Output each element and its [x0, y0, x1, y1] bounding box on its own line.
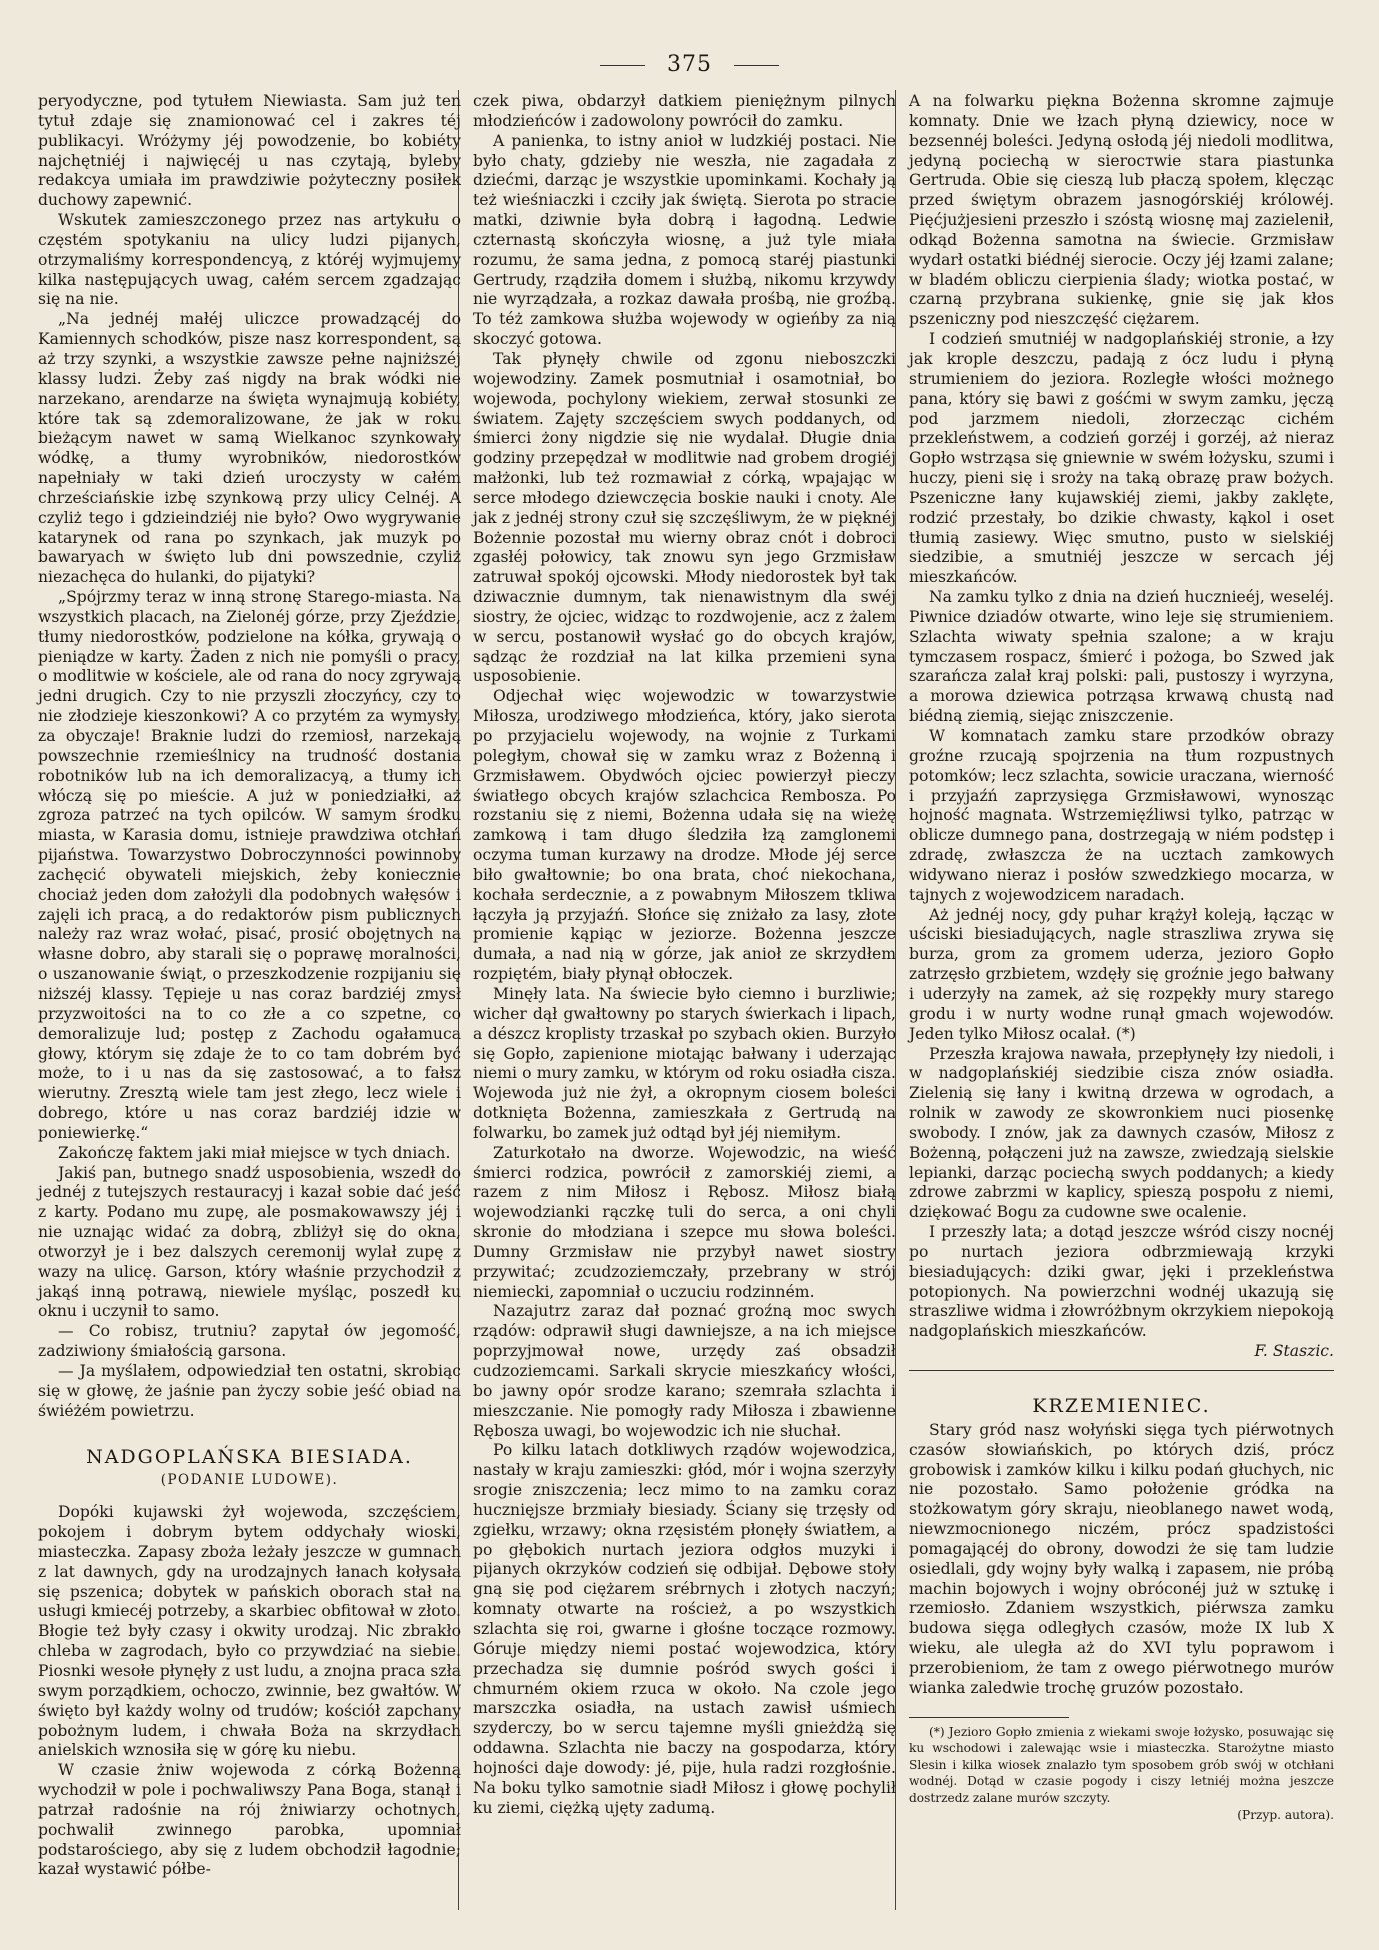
- paragraph: „Na jednéj małéj uliczce prowadzącéj do Kamiennych schodków, pisze nasz korrespondent, są aż trzy szynki, a wszystkie zawsze pełne najniższéj klassy ludzi. Żeby zaś nigdy na brak wódki nie narzekano, arendarze na święta wynajmują kobiéty, które tak są zdemoralizowane, że jak w roku bieżącym nawet w samą Wielkanoc szynkowały wódkę, a tłumy wyrobników, niedorostków napełniały w taki dzień uroczysty w całém chrześciańskie izbę szynkową przy ulicy Celnéj. A czyliż tego i gdzieindziéj nie było? Owo wygrywanie katarynek od rana po szynkach, jak muzyk po bawaryach w święto lub dni powszednie, czyliż niezachęca do hulanki, do pijatyki?: [38, 310, 461, 587]
- paragraph: Zakończę faktem jaki miał miejsce w tych dniach.: [58, 1143, 451, 1162]
- paragraph: — Co robisz, trutniu? zapytał ów jegomość, zadziwiony śmiałością garsona.: [38, 1322, 461, 1361]
- paragraph: peryodyczne, pod tytułem Niewiasta. Sam już ten tytuł zdaje się znamionować cel i zakres téj publikacyi. Wróżymy jéj powodzenie, bo kobiéty najchętniéj i najwięcéj u nas czytają, byleby redakcya umiała im prawdziwie pożyteczny posiłek duchowy zapewnić.: [38, 92, 461, 210]
- article-title-nadgoplanska: NADGOPLAŃSKA BIESIADA.: [86, 1445, 413, 1468]
- article-title-krzemieniec: KRZEMIENIEC.: [1032, 1395, 1211, 1417]
- paragraph: A na folwarku piękna Bożenna skromne zajmuje komnaty. Dnie we łzach płyną dziewicy, noce w bezsennéj boleści. Jedyną osłodą jéj niedoli modlitwa, jedyną pociechą w sierocтwie stara piastunka Gertruda. Obie się cieszą lub płaczą społem, klęcząc przed świętym obrazem jasnogórskiéj królowéj. Pięćjużjesieni przeszło i szóstą wiosnę maj zazielenił, odkąd Bożenna samotna na świecie. Grzmisław wydarł ostatki biédnéj sierocie. Oczy jéj łzami zalane; w bladém obliczu cierpienia ślady; wiotka postać, w czarną przybrana sukienkę, gnie się jak kłos pszeniczny pod nieszczęść ciężarem.: [909, 92, 1334, 329]
- paragraph: Minęły lata. Na świecie było ciemno i burzliwie; wicher dął gwałtowny po starych świerkach i lipach, a dészcz kroplisty trzaskał po szybach okien. Burzyło się Gopło, zapienione miotając bałwany i uderzając niemi o mury zamku, w którym od roku osiadła cisza. Wojewoda już nie żył, a okropnym ciosem boleści dotknięta Bożenna, zamieszkała z Gertrudą na folwarku, bo zamek już odtąd był jéj niemiłym.: [473, 984, 896, 1142]
- paragraph: Wskutek zamieszczonego przez nas artykułu o częstém spotykaniu na ulicy ludzi pijanych, otrzymaliśmy korrespondencyą, z któréj wyjmujemy kilka następujących uwag, całém sercem zgadzając się na nie.: [38, 211, 461, 309]
- paragraph: Przeszła krajowa nawała, przepłynęły łzy niedoli, i w nadgoplańskiéj siedzibie cisza znów osiadła. Zielenią się łany i kwitną drzewa w ogrodach, a rolnik w zawody ze skowronkiem nuci piosenkę swobody. I znów, jak za dawnych czasów, Miłosz z Bożenną, połączeni już na zawsze, zwiedzają sielskie lepianki, darząc pociechą swych poddanych; a kiedy zdrowe zabrzmi w kaplicy, spieszą pospołu z niemi, dziękować Bogu za cudowne swe ocalenie.: [909, 1044, 1334, 1222]
- page-number-text: 375: [667, 52, 712, 77]
- footnote-author: (Przyp. autora).: [1237, 1807, 1334, 1822]
- article-divider: [909, 1370, 1334, 1371]
- paragraph: Aż jednéj nocy, gdy puhar krążył koleją, łącząc w uściski biesiadujących, nagle straszliwa zrywa się burza, grom za gromem uderza, jezioro Gopło zatrzęsło grzbietem, wzdęły się groźnie jego bałwany i uderzyły na zamek, aż się rozpękły mury starego grodu i w nurty wodne runął gmach wojewodów. Jeden tylko Miłosz ocalał. (*): [909, 905, 1334, 1043]
- column-1: [38, 92, 461, 1880]
- column-3: [909, 92, 1334, 1823]
- paragraph: Stary gród nasz wołyński sięga tych piérwotnych czasów słowiańskich, po których dziś, prócz grobowisk i zamków kilku i kilku podań głuchych, nic nie pozostało. Samo położenie gródka na stożkowatym góry skraju, nieoblanego nawet wodą, niewzmocnionego niczém, prócz spadzistości pomagającéj do obrony, dowodzi że się tam ludzie osiedlali, gdy wojny były walką i zapasem, nie próbą machin bojowych i wojny obróconéj już w sztukę i rzemiosło. Zdaniem wszystkich, piérwsza zamku budowa sięga odległych czasów, może IX lub X wieku, ale uległa aż do XVI tylu poprawom i przerobieniom, że tam z owego piérwotnego murów wianka zaledwie trochę gruzów pozostało.: [909, 1420, 1334, 1697]
- paragraph: — Ja myślałem, odpowiedział ten ostatni, skrobiąc się w głowę, że jaśnie pan życzy sobie jeść obiad na świéżém powietrzu.: [38, 1362, 461, 1420]
- page-number-dash-right: [734, 65, 779, 66]
- page-number-dash-left: [600, 65, 645, 66]
- paragraph: W komnatach zamku stare przodków obrazy groźne rzucają spojrzenia na tłum rozpustnych potomków; lecz szlachta, sowicie uraczana, wierność i przyjaźń zaprzysięga Grzmisławowi, wynosząc hojność magnata. Wstrzemięźliwsi tylko, patrząc w oblicze dumnego pana, dostrzegają w niém podstęp i zdradę, zwłaszcza że na ucztach zamkowych widywano nieraz i posłów szwedzkiego mocarza, w tajnych z wojewodzicem naradach.: [909, 727, 1334, 904]
- paragraph: Zaturkotało na dworze. Wojewodzic, na wieść śmierci rodzica, powrócił z zamorskiéj ziemi, a razem z nim Miłosz i Rębosz. Miłosz białą wojewodzianki rączkę tuli do serca, a oni chyli skronie do młodziana i szepce mu słowa boleści. Dumny Grzmisław nie przybył nawet siostry przywitać; zcudzoziemczały, przebrany w strój niemiecki, zapomniał o uczuciu rodzinném.: [473, 1143, 896, 1301]
- author-signature: F. Staszic.: [1254, 1342, 1334, 1361]
- paragraph: W czasie żniw wojewoda z córką Bożenną wychodził w pole i pochwaliwszy Pana Boga, stanął i patrzał radośnie na rój żniwiarzy ochotnych, pochwalił zwinnego parobka, upomniał podstarościego, aby się z ludem obchodził łagodnie; kazał wystawić półbe-: [38, 1761, 461, 1879]
- paragraph: Jakiś pan, butnego snadź usposobienia, wszedł do jednéj z tutejszych restauracyj i kazał sobie dać jeść z karty. Podano mu zupę, ale posmakowawszy jéj i nie uznając widać za dobrą, zbliżył się do okna, otworzył je i bez dalszych ceremonij wylał zupę z wazy na ulicę. Garson, który właśnie przychodził z jakąś inną potrawą, niewiele myśląc, poszedł ku oknu i uczynił to samo.: [38, 1163, 461, 1321]
- paragraph: I przeszły lata; a dotąd jeszcze wśród ciszy nocnéj po nurtach jeziora odbrzmiewają krzyki biesiadujących: dziki gwar, jęki i przekleństwa potopionych. Na powierzchni wodnéj ukazują się straszliwe widma i złowróżbnym okrzykiem niepokoją nadgoplańskich mieszkańców.: [909, 1223, 1335, 1341]
- footnote-rule: [909, 1717, 1069, 1718]
- paragraph: Nazajutrz zaraz dał poznać groźną moc swych rządów: odprawił sługi dawniejsze, a na ich miejsce poprzyjmował nowe, urzędy zaś obsadził cudzoziemcami. Sarkali skrycie mieszkańcy włości, bo jawny opór srodze karano; szemrała szlachta i mieszczanie. Nie pomogły rady Miłosza i zbawienne Rębosza uwagi, bo wojewodzic ich nie słuchał.: [473, 1302, 896, 1440]
- paragraph: czek piwa, obdarzył datkiem pieniężnym pilnych młodzieńców i zadowolony powrócił do zamku.: [473, 92, 896, 130]
- column-2: [473, 92, 896, 1818]
- paragraph: Po kilku latach dotkliwych rządów wojewodzica, nastały w kraju zamieszki: głód, mór i wojna szerzyły srogie zniszczenia; lecz mimo to na zamku coraz hucznięjsze brzmiały biesiady. Ściany się trzęsły od zgiełku, wrzawy; okna rzęsistém płonęły światłem, a po głębokich nurtach jeziora odgłos muzyki i pijanych okrzyków codzień się odbijał. Dębowe stoły gną się pod ciężarem srébrnych i złotych naczyń; komnaty otwarte na roścież, a po wszystkich szlachta się roi, gwarne i głośne toczące rozmowy. Góruje między niemi postać wojewodzica, który przechadza się dumnie pośród swych gości i chmurném okiem rzuca w około. Na czole jego marszczka osiadła, na ustach zawisł uśmiech szyderczy, bo w sercu tajemne myśli gnieżdżą się oddawna. Szlachta nie baczy na gospodarza, który hojności daje dowody: jé, pije, hula radzi rozgłośnie. Na boku tylko samotnie siadł Miłosz i głowę pochylił ku ziemi, ciężką ujęty zadumą.: [473, 1441, 896, 1817]
- page-number: [0, 52, 1379, 77]
- paragraph: A panienka, to istny anioł w ludzkiéj postaci. Nie było chaty, gdzieby nie weszła, nie zagadała z dziećmi, darząc je wszystkie upominkami. Kochały ją też wieśniaczki i czciły jak świętą. Sierota po stracie matki, dziwnie była dobrą i łagodną. Ledwie czternastą skończyła wiosnę, a już tyle miała rozumu, że sama jedna, z pomocą staréj piastunki Gertrudy, rządziła domem i służbą, nikomu krzywdy nie wyrządzała, a rozkaz dawała prośbą, nie groźbą. To téż zamkowa służba wojewody w ogieńby za nią skoczyć gotowa.: [473, 131, 896, 349]
- paragraph: Tak płynęły chwile od zgonu nieboszczki wojewodziny. Zamek posmutniał i osamotniał, bo wojewoda, pochylony wiekiem, zerwał stosunki ze światem. Zajęty szczęściem swych poddanych, od śmierci żony nigdzie się nie wydalał. Długie dnia godziny przepędzał w modlitwie nad grobem drogiéj małżonki, lub też rozmawiał z córką, wpajając w serce młodego dziewczęcia boskie nauki i cnoty. Ale jak z jednéj strony czuł się szczęśliwym, że w pięknéj Bożennie pozostał mu wierny obraz cnót i dobroci zgasłéj połowicy, tak znowu syn jego Grzmisław zatruwał spokój ojcowski. Młody niedorostek był tak dziwacznie dumnym, tak nienawistnym dla swéj siostry, że ojciec, widząc to rozdwojenie, acz z żalem w sercu, postanowił wysłać go do obcych krajów, sądząc że rozdział na lat kilka przemieni syna usposobienie.: [473, 349, 896, 686]
- paragraph: Dopóki kujawski żył wojewoda, szczęściem, pokojem i dobrym bytem oddychały wioski, miasteczka. Zapasy zboża leżały jeszcze w gumnach z lat dawnych, gdy na urodzajnych łanach kołysała się pszenica; dobytek w pańskich oborach stał na usługi kmiecéj potrzeby, a skarbiec obfitował w złoto. Błogie też były czasy i okwity urodzaj. Nic zbrakło chleba w zagrodach, było co przywdziać na siebie. Piosnki wesołe płynęły z ust ludu, a znojna praca szła swym porządkiem, ochoczo, zwinnie, bez gwałtów. W święto był każdy wolny od trudów; kościół zapchany pobożnym ludem, i chwała Boża na skrzydłach anielskich wznosiła się w górę ku niebu.: [38, 1503, 461, 1760]
- paragraph: Na zamku tylko z dnia na dzień hucznieéj, weseléj. Piwnice dziadów otwarte, wino leje się strumieniem. Szlachta wiwaty spełnia szalone; a w kraju tymczasem rospacz, śmierć i pożoga, bo Szwed jak szarańcza zalał kraj polski: pali, pustoszy i wyrzyna, a morowa dziewica potrząsa krwawą chustą nad biédną ziemią, siejąc zniszczenie.: [909, 588, 1334, 726]
- footnote: (*) Jezioro Gopło zmienia z wiekami swoje łożysko, posuwając się ku wschodowi i zalewając wsie i miasteczka. Starożytne miasto Slesin i kilka wiosek znalazło tym sposobem grób swój w otchłani wodnéj. Dotąd w czasie pogody i ciszy letniéj można jeszcze dostrzedz zalane murów szczyty.: [909, 1724, 1334, 1806]
- article-subtitle: (PODANIE LUDOWE).: [160, 1472, 339, 1489]
- paragraph: „Spójrzmy teraz w inną stronę Starego-miasta. Na wszystkich placach, na Zielonéj górze, przy Zjeździe, tłumy niedorostków, podzielone na kółka, grywają o pieniądze w karty. Żaden z nich nie pomyśli o pracy, o modlitwie w kościele, ale od rana do nocy zgrywają jedni drugich. Czy to nie przyszli złoczyńcy, czy to nie złodzieje kieszonkowi? A co przytém za wymysły, za obyczaje! Braknie ludzi do rzemiosł, narzekają powszechnie rzemieślnicy na trudność dostania robotników lub na ich demoralizacyą, a tłumy ich włóczą się po mieście. A już w poniedziałki, aż zgroza patrzeć na tych opilców. W samym środku miasta, w Karasia domu, istnieje prawdziwa otchłań pijaństwa. Towarzystwo Dobroczynności powinnoby zachęcić obywateli miejskich, żeby koniecznie chociaż jeden dom założyli dla podobnych wałęsów i zajęli ich pracą, a do redaktorów pism publicznych należy raz wraz wołać, pisać, prosić obojętnych na własne dobro, aby starali się o poprawę moralności, o uszanowanie świąt, o przeszkodzenie rozpijaniu się niższéj klassy. Tępieje u nas coraz bardziéj zmysł przyzwoitości na to co złe a co szpetne, co demoralizuje lud; postęp z Zachodu ogałamuca głowy, którym się zdaje że to co tam dobrém być może, to i u nas da się zastosować, a to fałsz wierutny. Zresztą wiele tam jest złego, lecz wiele i dobrego, które u nas coraz bardziéj idzie w poniewierkę.“: [38, 588, 461, 1142]
- paragraph: Odjechał więc wojewodzic w towarzystwie Miłosza, urodziwego młodzieńca, który, jako sierota po przyjacielu wojewody, na wojnie z Turkami poległym, chował się w zamku wraz z Bożenną i Grzmisławem. Obydwóch ojciec powierzył pieczy światłego obcych krajów szlachcica Rembosza. Po rozstaniu się z niemi, Bożenna udała się na wieżę zamkową i tam długo śledziła łzą zamglonemi oczyma tuman kurzawy na drodze. Młode jéj serce biło gwałtownie; bo ona brata, choć niekochana, kochała serdecznie, a z powabnym Miłoszem tkliwa łączyła ją przyjaźń. Słońce się zniżało za lasy, złote promienie kąpiąc w jeziorze. Bożenna jeszcze dumała, a nad nią w górze, jak anioł ze skrzydłem rozpiętém, biały płynął obłoczek.: [473, 687, 896, 984]
- paragraph: I codzień smutniéj w nadgoplańskiéj stronie, a łzy jak krople deszczu, padają z ócz ludu i płyną strumieniem do jeziora. Rozległe włości możnego pana, który się bawi z gośćmi w swym zamku, jęczą pod jarzmem niedoli, złorzecząc cichém przekleństwem, a codzień gorzéj i gorzéj, aż nieraz Gopło wstrząsa się gniewnie w swém łożysku, szumi i huczy, pieni się i sroży na taką obrazę praw bożych. Pszeniczne łany kujawskiéj ziemi, jakby zaklęte, rodzić przestały, bo dzikie chwasty, kąkol i oset tłumią zasiewy. Więc smutno, pusto w sielskiéj siedzibie, a smutniéj jeszcze w sercach jéj mieszkańców.: [909, 330, 1334, 587]
